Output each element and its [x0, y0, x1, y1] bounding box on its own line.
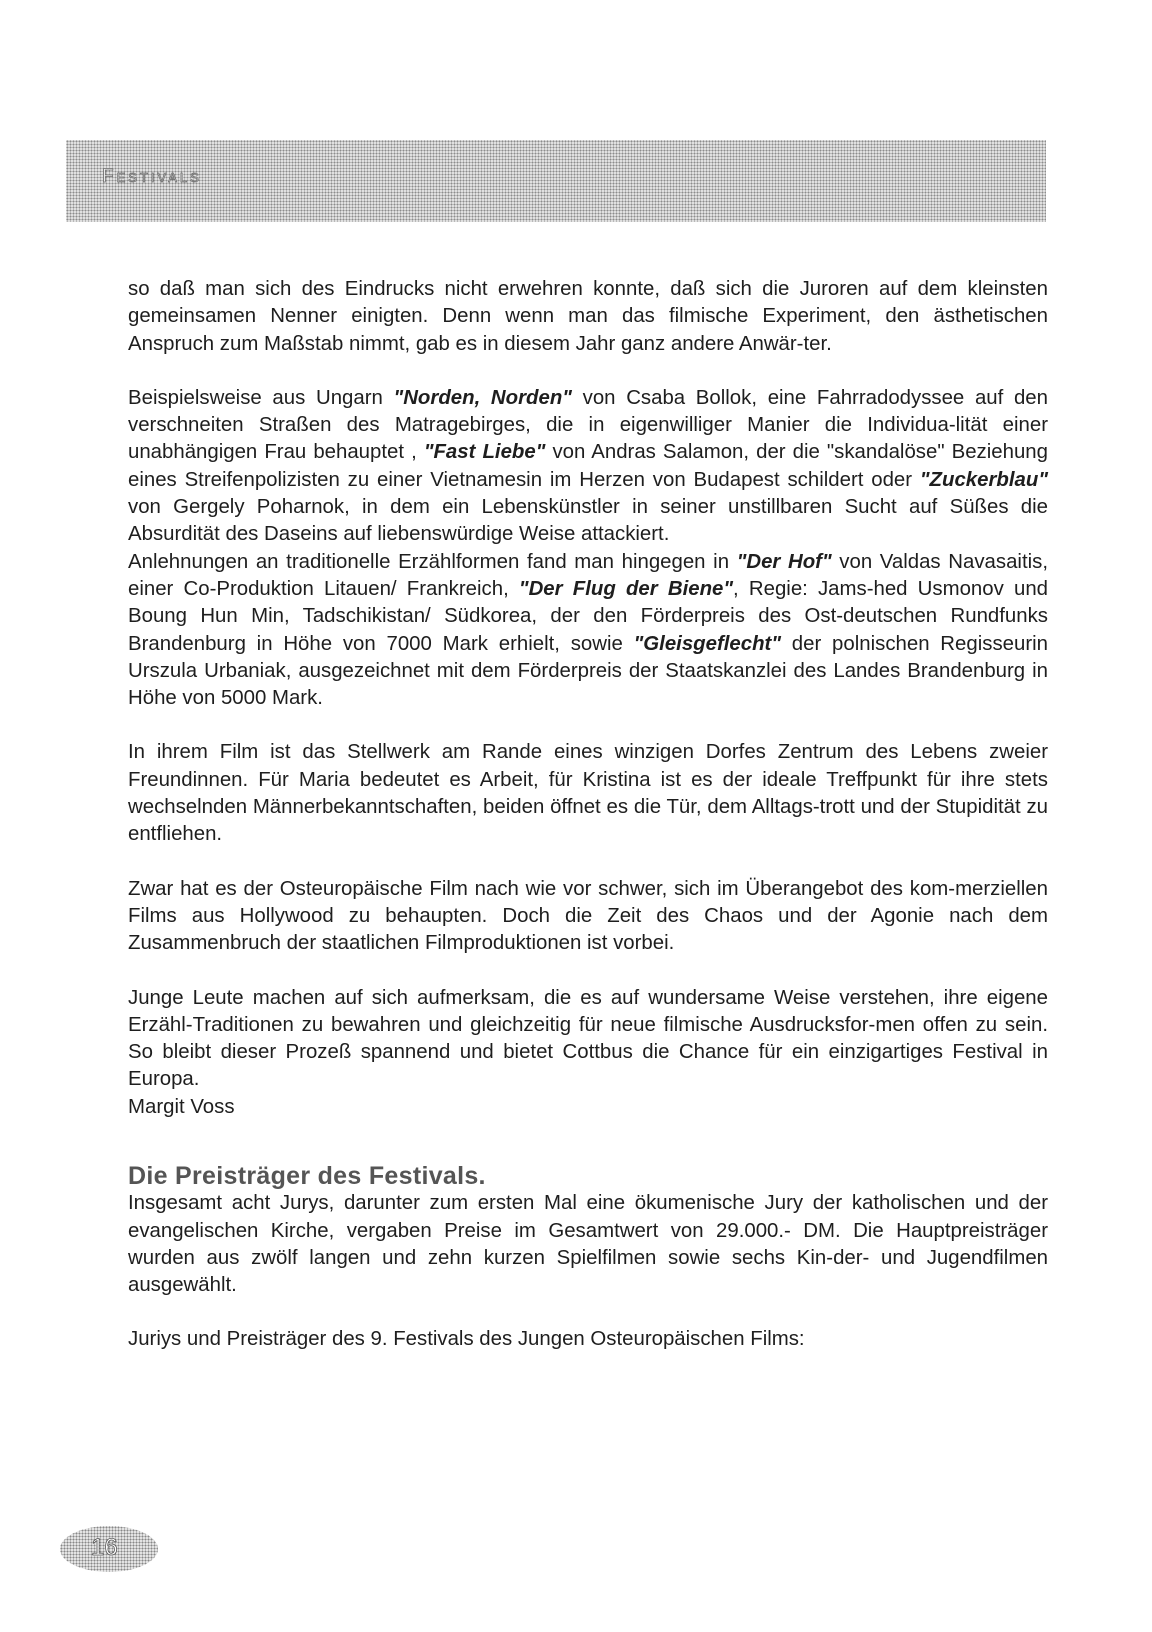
film-title: "Der Flug der Biene" — [518, 577, 734, 600]
paragraph-text: , Regie: Jams-hed Usmonov und Boung Hun Min, Tadschikistan/ Südkorea, der den Förderpreis des Ost-deutschen Rundfunks Brandenburg in Höhe von 7000 Mark erhielt, sowie — [128, 577, 1048, 655]
paragraph: Zwar hat es der Osteuropäische Film nach wie vor schwer, sich im Überangebot des kom-merziellen Films aus Hollywood zu behaupten. Doch die Zeit des Chaos und der Agonie nach dem Zusammenbruch der staatlichen Filmproduktionen ist vorbei. — [128, 877, 1048, 955]
paragraph: so daß man sich des Eindrucks nicht erwehren konnte, daß sich die Juroren auf dem kleinsten gemeinsamen Nenner einigten. Denn wenn man das filmische Experiment, den ästhetischen Anspruch zum Maßstab nimmt, gab es in diesem Jahr ganz andere Anwär-ter. — [128, 278, 1048, 355]
page-number-badge — [60, 1526, 158, 1572]
paragraph: In ihrem Film ist das Stellwerk am Rande eines winzigen Dorfes Zentrum des Lebens zweier Freundinnen. Für Maria bedeutet es Arbeit, für Kristina ist es der ideale Treffpunkt für ihre stets wechselnden Männerbekanntschaften, beiden öffnet es die Tür, dem Alltags-trott und der Stupidität zu entfliehen. — [128, 741, 1048, 846]
section-header-band — [66, 140, 1046, 222]
film-title: "Norden, Norden" — [393, 386, 572, 409]
film-title: "Fast Liebe" — [423, 441, 546, 464]
paragraph-text: der polnischen Regisseurin Urszula Urbaniak, ausgezeichnet mit dem Förderpreis der Staatskanzlei des Landes Brandenburg in Höhe von 5000 Mark. — [128, 632, 1048, 710]
paragraph — [128, 385, 1048, 549]
paragraph-text: von Csaba Bollok, eine Fahrradodyssee auf den verschneiten Straßen des Matragebirges, die in eigenwilliger Manier die Individua-lität einer unabhängigen Frau behauptet , — [128, 386, 1048, 464]
film-title: "Zuckerblau" — [919, 468, 1048, 491]
paragraph: Juriys und Preisträger des 9. Festivals des Jungen Osteuropäischen Films: — [128, 1327, 805, 1350]
paragraph-text: Beispielsweise aus Ungarn — [128, 386, 394, 409]
paragraph: Junge Leute machen auf sich aufmerksam, die es auf wundersame Weise verstehen, ihre eigene Erzähl-Traditionen zu bewahren und gleichzeitig für neue filmische Ausdrucksfor-men offen zu sein. So bleibt dieser Prozeß spannend und bietet Cottbus die Chance für ein einzigartiges Festival in Europa. — [128, 986, 1048, 1091]
paragraph: Insgesamt acht Jurys, darunter zum ersten Mal eine ökumenische Jury der katholischen und der evangelischen Kirche, vergaben Preise im Gesamtwert von 29.000.- DM. Die Hauptpreisträger wurden aus zwölf langen und zehn kurzen Spielfilmen sowie sechs Kin-der- und Jugendfilmen ausgewählt. — [128, 1192, 1048, 1297]
section-label: Festivals — [102, 166, 202, 187]
article-body — [128, 276, 1048, 1353]
paragraph-text: von Gergely Poharnok, in dem ein Lebenskünstler in seiner unstillbaren Sucht auf Süßes die Absurdität des Daseins auf liebenswürdige Weise attackiert. — [128, 496, 1048, 546]
paragraph — [128, 549, 1048, 713]
film-title: "Der Hof" — [736, 550, 832, 573]
page-number: 16 — [91, 1534, 118, 1561]
paragraph-text: von Andras Salamon, der die "skandalöse" Beziehung eines Streifenpolizisten zu einer Vietnamesin im Herzen von Budapest schildert oder — [128, 441, 1048, 491]
film-title: "Gleisgeflecht" — [633, 632, 782, 655]
author-signature: Margit Voss — [128, 1095, 235, 1118]
paragraph-text: Anlehnungen an traditionelle Erzählformen fand man hingegen in — [128, 550, 737, 573]
paragraph-text: von Valdas Navasaitis, einer Co-Produktion Litauen/ Frankreich, — [128, 550, 1048, 600]
section-heading: Die Preisträger des Festivals. — [128, 1162, 486, 1191]
